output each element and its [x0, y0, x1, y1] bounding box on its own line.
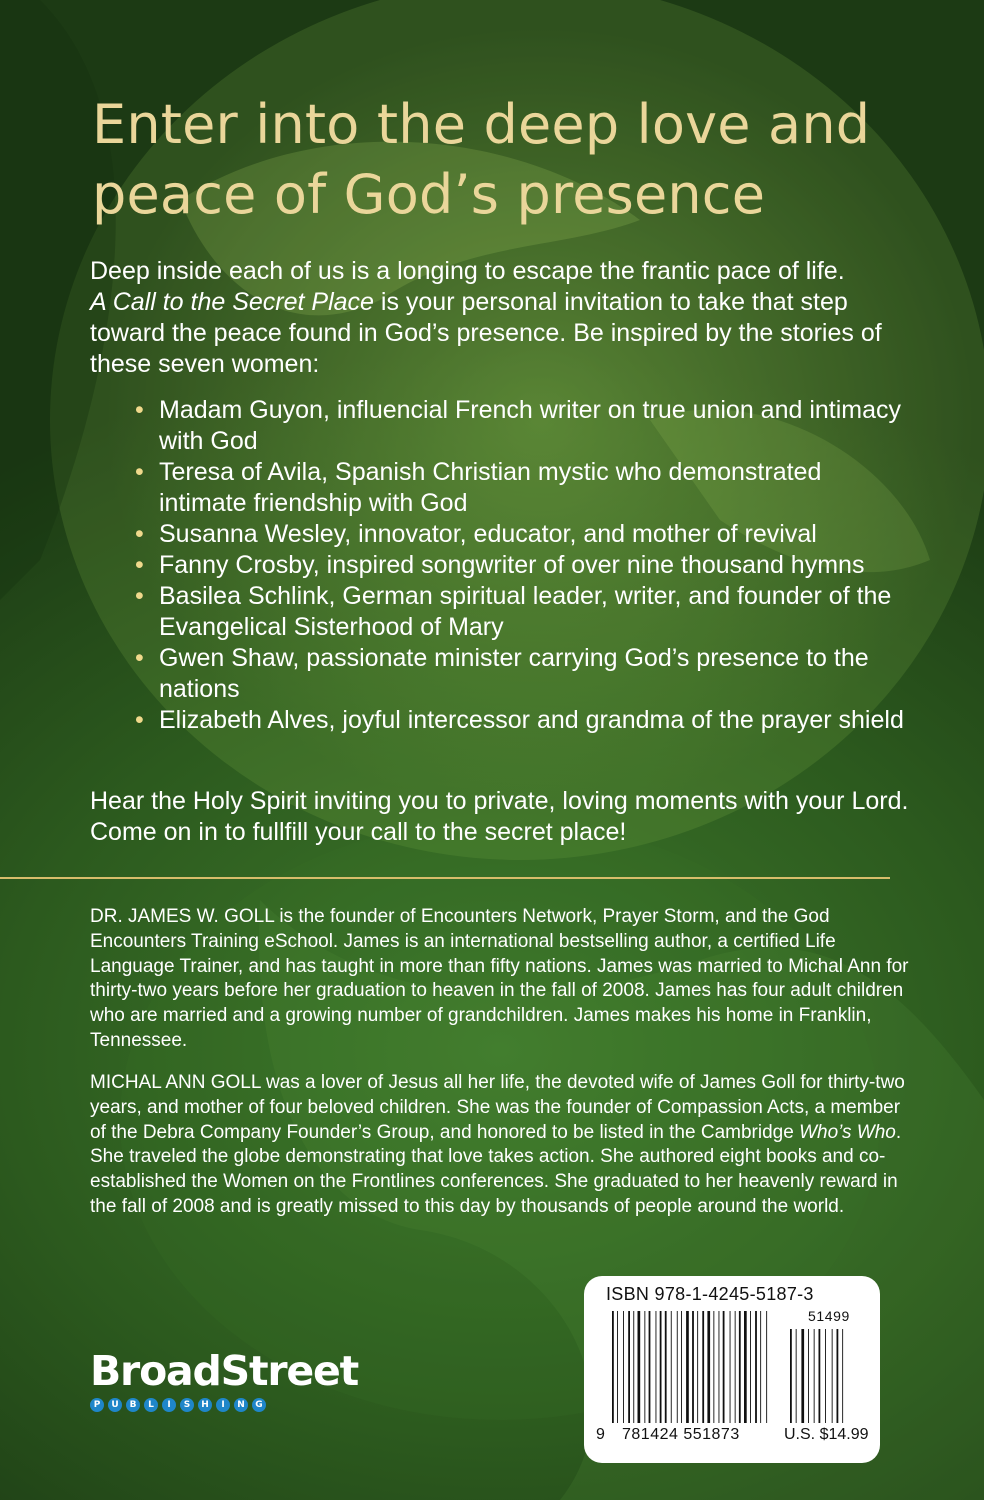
publisher-subtitle [90, 1398, 266, 1412]
publisher-letter: U [108, 1398, 122, 1412]
publisher-letter: I [216, 1398, 230, 1412]
list-item-text: Madam Guyon, influencial French writer on true union and intimacy with God [159, 396, 902, 455]
list-item [135, 519, 915, 550]
bio-michal-italic: Who’s Who [799, 1121, 896, 1143]
author-bio-michal [90, 1071, 910, 1220]
publisher-letter: B [126, 1398, 140, 1412]
section-divider [0, 877, 890, 879]
intro-paragraph [90, 256, 920, 380]
list-item [135, 550, 915, 581]
publisher-logo [90, 1348, 360, 1418]
intro-text-before-title: Deep inside each of us is a longing to escape the frantic pace of life. [90, 257, 845, 285]
barcode-icon [612, 1311, 862, 1425]
isbn-text: ISBN 978-1-4245-5187-3 [606, 1284, 814, 1304]
barcode-main-digits: 781424 551873 [622, 1426, 740, 1443]
list-item [135, 705, 915, 736]
barcode-lead-digit: 9 [596, 1426, 605, 1443]
list-item-text: Elizabeth Alves, joyful intercessor and grandma of the prayer shield [159, 706, 904, 734]
list-item [135, 457, 915, 519]
publisher-letter: H [198, 1398, 212, 1412]
list-item-text: Fanny Crosby, inspired songwriter of over nine thousand hymns [159, 551, 865, 579]
publisher-letter: I [162, 1398, 176, 1412]
bullet-icon: • [135, 396, 144, 424]
author-bio-james: DR. JAMES W. GOLL is the founder of Encounters Network, Prayer Storm, and the God Encounters Training eSchool. James is an international bestselling author, a certified Life Language Trainer, and has taught in more than fifty nations. James was married to Michal Ann for thirty-two years before her graduation to heaven in the fall of 2008. James has four adult children who are married and a growing number of grandchildren. James makes his home in Franklin, Tennessee. [90, 906, 909, 1051]
publisher-letter: N [234, 1398, 248, 1412]
closing-paragraph: Hear the Holy Spirit inviting you to private, loving moments with your Lord. Come on in to fullfill your call to the secret place! [90, 787, 909, 846]
bio-michal-part-1: MICHAL ANN GOLL was a lover of Jesus all her life, the devoted wife of James Goll for thirty-two years, and mother of four beloved children. She was the founder of Compassion Acts, a member of the Debra Company Founder’s Group, and honored to be listed in the Cambridge [90, 1072, 905, 1143]
list-item-text: Basilea Schlink, German spiritual leader, writer, and founder of the Evangelical Sisterhood of Mary [159, 582, 892, 641]
publisher-letter: G [252, 1398, 266, 1412]
list-item [135, 581, 915, 643]
publisher-letter: S [180, 1398, 194, 1412]
bullet-icon: • [135, 458, 144, 486]
list-item-text: Gwen Shaw, passionate minister carrying God’s presence to the nations [159, 644, 869, 703]
bullet-icon: • [135, 582, 144, 610]
list-item [135, 643, 915, 705]
headline-line-1: Enter into the deep love and [92, 93, 871, 156]
book-title: A Call to the Secret Place [90, 288, 374, 316]
list-item-text: Susanna Wesley, innovator, educator, and mother of revival [159, 520, 817, 548]
intro-text-after-title: is your personal invitation to take that step toward the peace found in God’s presence. Be inspired by the stories of these seven women: [90, 288, 882, 378]
bio-michal-part-2: . She traveled the globe demonstrating that love takes action. She authored eight books and co-established the Women on the Frontlines conferences. She graduated to her heavenly reward in the fall of 2008 and is greatly missed to this day by thousands of people around the world. [90, 1121, 902, 1217]
women-list [135, 395, 915, 736]
publisher-letter: L [144, 1398, 158, 1412]
bullet-icon: • [135, 520, 144, 548]
barcode-addon-digits: 51499 [808, 1308, 850, 1324]
list-item [135, 395, 915, 457]
headline [92, 90, 952, 230]
publisher-name: BroadStreet [90, 1347, 359, 1395]
bullet-icon: • [135, 706, 144, 734]
list-item-text: Teresa of Avila, Spanish Christian mystic who demonstrated intimate friendship with God [159, 458, 822, 517]
price-text: U.S. $14.99 [784, 1426, 869, 1443]
bullet-icon: • [135, 644, 144, 672]
bullet-icon: • [135, 551, 144, 579]
barcode-box [584, 1276, 880, 1463]
headline-line-2: peace of God’s presence [92, 163, 766, 226]
publisher-letter: P [90, 1398, 104, 1412]
